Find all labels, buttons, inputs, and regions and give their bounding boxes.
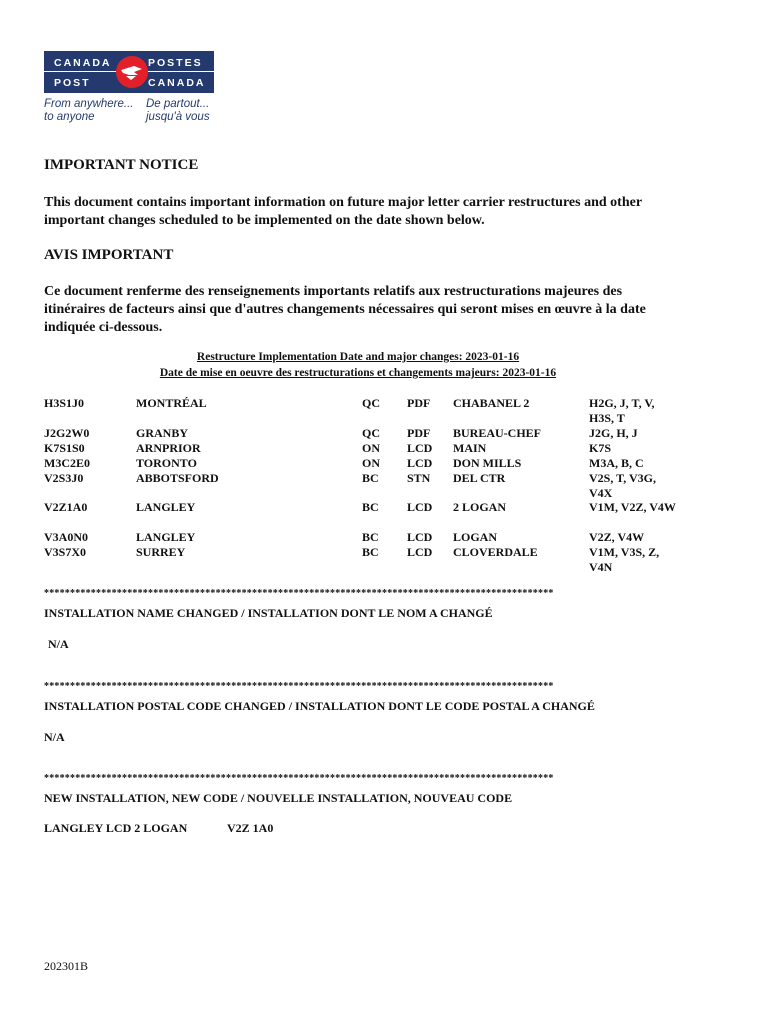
province: QC: [362, 396, 380, 410]
new-installation-code: V2Z 1A0: [227, 821, 274, 835]
city: LANGLEY: [136, 530, 196, 544]
canada-post-logo: [44, 51, 214, 93]
installation-type: LCD: [407, 545, 433, 559]
city: ARNPRIOR: [136, 441, 201, 455]
installation-name: DEL CTR: [453, 471, 506, 485]
logo-text-canada: CANADA: [54, 57, 112, 69]
postal-code: V2S3J0: [44, 471, 84, 485]
tagline-fr-line1: De partout...: [146, 98, 210, 110]
province: QC: [362, 426, 380, 440]
fsa-list: V2Z, V4W: [589, 530, 645, 544]
installation-name: LOGAN: [453, 530, 498, 544]
notice-heading-en: IMPORTANT NOTICE: [44, 157, 199, 173]
postal-code: V3S7X0: [44, 545, 87, 559]
separator: **************************************************************************************************: [44, 681, 554, 692]
city: TORONTO: [136, 456, 197, 470]
province: ON: [362, 441, 380, 455]
fsa-list: K7S: [589, 441, 612, 455]
separator: **************************************************************************************************: [44, 588, 554, 599]
installation-name: MAIN: [453, 441, 487, 455]
province: ON: [362, 456, 380, 470]
tagline-en-line2: to anyone: [44, 111, 95, 123]
installation-name: DON MILLS: [453, 456, 522, 470]
section-title-postal-code-changed: INSTALLATION POSTAL CODE CHANGED / INSTALLATION DONT LE CODE POSTAL A CHANGÉ: [44, 699, 595, 713]
section-value-postal-code-changed: N/A: [44, 730, 65, 744]
notice-text-fr: Ce document renferme des renseignements importants relatifs aux restructurations majeures des itinéraires de facteurs ainsi que d'autres changements nécessaires qui seront mises en œuvre à la date indiquée ci-dessous.: [44, 284, 646, 335]
installation-name: BUREAU-CHEF: [453, 426, 542, 440]
canada-post-eagle-icon: [114, 54, 150, 90]
document-number: 202301B: [44, 959, 89, 973]
section-value-name-changed: N/A: [48, 637, 69, 651]
installation-type: LCD: [407, 530, 433, 544]
installation-type: PDF: [407, 426, 431, 440]
logo-text-post: POST: [54, 77, 91, 89]
fsa-list: V2S, T, V3G, V4X: [589, 471, 657, 500]
city: GRANBY: [136, 426, 189, 440]
logo-text-canada-fr: CANADA: [148, 77, 206, 89]
fsa-list: V1M, V2Z, V4W: [589, 500, 676, 514]
installation-name: 2 LOGAN: [453, 500, 507, 514]
installation-name: CHABANEL 2: [453, 396, 530, 410]
postal-code: J2G2W0: [44, 426, 90, 440]
fsa-list: M3A, B, C: [589, 456, 644, 470]
implementation-date-fr: Date de mise en oeuvre des restructurations et changements majeurs: 2023-01-16: [159, 367, 557, 379]
postal-code: V3A0N0: [44, 530, 88, 544]
tagline-fr-line2: jusqu'à vous: [146, 111, 210, 123]
separator: **************************************************************************************************: [44, 773, 554, 784]
installation-name: CLOVERDALE: [453, 545, 538, 559]
fsa-list: V1M, V3S, Z, V4N: [589, 545, 660, 574]
fsa-list: H2G, J, T, V, H3S, T: [589, 396, 655, 425]
city: SURREY: [136, 545, 186, 559]
province: BC: [362, 530, 379, 544]
city: MONTRÉAL: [136, 396, 207, 410]
implementation-date-en: Restructure Implementation Date and major changes: 2023-01-16: [196, 351, 520, 363]
postal-code: M3C2E0: [44, 456, 90, 470]
province: BC: [362, 545, 379, 559]
installation-type: LCD: [407, 500, 433, 514]
installation-type: LCD: [407, 441, 433, 455]
section-title-name-changed: INSTALLATION NAME CHANGED / INSTALLATION DONT LE NOM A CHANGÉ: [44, 606, 493, 620]
notice-text-en: This document contains important information on future major letter carrier restructures and other important changes scheduled to be implemented on the date shown below.: [44, 195, 642, 228]
city: ABBOTSFORD: [136, 471, 219, 485]
installation-type: LCD: [407, 456, 433, 470]
logo-text-postes: POSTES: [148, 57, 203, 69]
province: BC: [362, 471, 379, 485]
notice-heading-fr: AVIS IMPORTANT: [44, 247, 174, 263]
fsa-list: J2G, H, J: [589, 426, 638, 440]
section-title-new-installation: NEW INSTALLATION, NEW CODE / NOUVELLE INSTALLATION, NOUVEAU CODE: [44, 791, 513, 805]
province: BC: [362, 500, 379, 514]
city: LANGLEY: [136, 500, 196, 514]
postal-code: V2Z1A0: [44, 500, 88, 514]
installation-type: STN: [407, 471, 431, 485]
tagline-en-line1: From anywhere...: [44, 98, 134, 110]
new-installation-name: LANGLEY LCD 2 LOGAN: [44, 821, 188, 835]
postal-code: H3S1J0: [44, 396, 85, 410]
installation-type: PDF: [407, 396, 431, 410]
postal-code: K7S1S0: [44, 441, 85, 455]
